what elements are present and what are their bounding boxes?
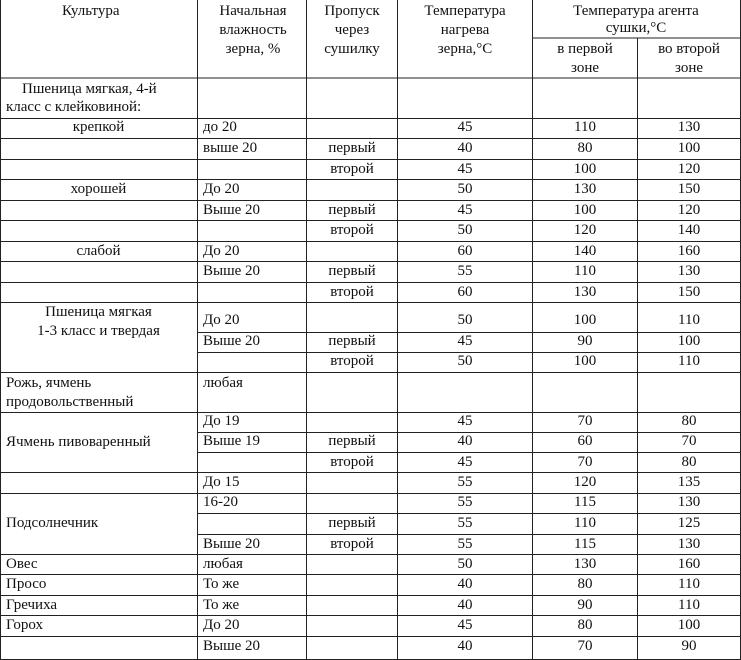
cell-grain: 55 (457, 263, 473, 279)
cell-grain: 55 (457, 494, 473, 510)
group-sunflower: Подсолнечник (6, 515, 99, 531)
cell-grain: 50 (457, 181, 473, 197)
header-crop: Культура (62, 3, 120, 19)
cell-moisture: Выше 20 (203, 333, 261, 349)
cell-crop: хорошей (70, 181, 127, 197)
cell-z1: 130 (573, 556, 597, 572)
cell-pass: второй (330, 222, 374, 238)
cell-pass: второй (330, 454, 374, 470)
cell-z1: 80 (577, 140, 593, 156)
cell-z1: 130 (573, 284, 597, 300)
cell-moisture: До 15 (203, 474, 240, 490)
header-zone2-line-1: во второй (658, 41, 720, 57)
group-wheat-1-3-line-1: Пшеница мягкая (45, 304, 152, 320)
cell-z1: 70 (577, 638, 593, 654)
cell-moisture: Выше 20 (203, 638, 261, 654)
cell-z2: 110 (678, 576, 700, 592)
cell-crop: крепкой (72, 119, 125, 135)
cell-grain: 40 (457, 576, 473, 592)
cell-z1: 140 (573, 243, 597, 259)
cell-z2: 70 (681, 433, 697, 449)
cell-grain: 40 (457, 638, 473, 654)
cell-grain: 40 (457, 597, 473, 613)
cell-moisture: Выше 19 (203, 433, 261, 449)
header-pass-line-3: сушилку (324, 41, 380, 57)
cell-z2: 130 (677, 263, 701, 279)
header-grain-temp-line-3: зерна,°С (437, 41, 493, 57)
header-zone2-line-2: зоне (674, 60, 704, 76)
cell-pass: второй (330, 353, 374, 369)
cell-z2: 150 (677, 284, 701, 300)
cell-z2: 150 (677, 181, 701, 197)
cell-moisture: То же (203, 576, 240, 592)
group-wheat-1-3-line-2: 1-3 класс и твердая (37, 323, 160, 339)
cell-z1: 110 (574, 119, 596, 135)
cell-z2: 100 (677, 333, 701, 349)
cell-z1: 110 (574, 515, 596, 531)
header-moisture-line-1: Начальная (219, 3, 287, 19)
group-wheat-4-line-2: класс с клейковиной: (6, 99, 142, 115)
cell-z2: 120 (677, 202, 701, 218)
cell-z1: 130 (573, 181, 597, 197)
group-rye-line-1: Рожь, ячмень (6, 375, 92, 391)
cell-crop: слабой (76, 243, 121, 259)
cell-grain: 55 (457, 536, 473, 552)
cell-z2: 80 (681, 454, 697, 470)
cell-grain: 45 (457, 161, 473, 177)
group-rye-line-2: продовольственный (6, 394, 134, 410)
cell-grain: 40 (457, 140, 473, 156)
cell-z1: 100 (573, 353, 597, 369)
cell-z1: 80 (577, 576, 593, 592)
cell-moisture: До 20 (203, 243, 240, 259)
cell-moisture: До 19 (203, 413, 240, 429)
group-barley: Ячмень пивоваренный (6, 434, 151, 450)
cell-moisture: Выше 20 (203, 536, 261, 552)
cell-pass: первый (328, 433, 376, 449)
cell-moisture: До 20 (203, 312, 240, 328)
cell-z1: 90 (577, 597, 593, 613)
header-zone1-line-1: в первой (557, 41, 613, 57)
cell-pass: первый (328, 263, 376, 279)
cell-moisture: Выше 20 (203, 202, 261, 218)
header-agent-temp-line-1: Температура агента (573, 3, 699, 19)
header-pass-line-1: Пропуск (324, 3, 380, 19)
cell-z2: 140 (677, 222, 701, 238)
cell-grain: 45 (457, 202, 473, 218)
cell-z2: 135 (677, 474, 701, 490)
cell-grain: 50 (457, 312, 473, 328)
cell-z1: 120 (573, 474, 597, 490)
cell-pass: первый (328, 202, 376, 218)
cell-pass: второй (330, 536, 374, 552)
cell-grain: 55 (457, 515, 473, 531)
cell-moisture: До 20 (203, 181, 240, 197)
cell-z2: 100 (677, 617, 701, 633)
cell-moisture: 16-20 (203, 494, 238, 510)
cell-z2: 80 (681, 413, 697, 429)
cell-pass: первый (328, 333, 376, 349)
cell-z2: 125 (677, 515, 701, 531)
cell-crop: Просо (6, 576, 47, 592)
cell-pass: второй (330, 284, 374, 300)
cell-z1: 60 (577, 433, 593, 449)
cell-pass: второй (330, 161, 374, 177)
cell-moisture: Выше 20 (203, 263, 261, 279)
cell-grain: 45 (457, 333, 473, 349)
cell-pass: первый (328, 140, 376, 156)
cell-grain: 45 (457, 413, 473, 429)
cell-grain: 45 (457, 454, 473, 470)
cell-z1: 90 (577, 333, 593, 349)
header-moisture-line-2: влажность (219, 22, 287, 38)
cell-crop: Овес (6, 556, 38, 572)
cell-z1: 70 (577, 413, 593, 429)
cell-moisture: До 20 (203, 617, 240, 633)
cell-z2: 110 (678, 353, 700, 369)
cell-grain: 55 (457, 474, 473, 490)
cell-moisture: любая (203, 556, 243, 572)
cell-moisture: любая (203, 375, 243, 391)
cell-z1: 115 (574, 494, 596, 510)
cell-z2: 100 (677, 140, 701, 156)
cell-z1: 120 (573, 222, 597, 238)
cell-grain: 40 (457, 433, 473, 449)
cell-z2: 130 (677, 494, 701, 510)
cell-pass: первый (328, 515, 376, 531)
cell-z2: 160 (677, 556, 701, 572)
cell-grain: 50 (457, 353, 473, 369)
cell-z1: 110 (574, 263, 596, 279)
header-pass-line-2: через (334, 22, 370, 38)
cell-grain: 60 (457, 284, 473, 300)
cell-z2: 110 (678, 597, 700, 613)
cell-grain: 60 (457, 243, 473, 259)
cell-grain: 45 (457, 119, 473, 135)
cell-moisture: выше 20 (203, 140, 258, 156)
header-agent-temp-line-2: сушки,°С (605, 20, 667, 36)
cell-z2: 130 (677, 119, 701, 135)
header-zone1-line-2: зоне (570, 60, 600, 76)
cell-grain: 45 (457, 617, 473, 633)
header-grain-temp-line-1: Температура (424, 3, 506, 19)
cell-z1: 100 (573, 202, 597, 218)
cell-moisture: до 20 (203, 119, 237, 135)
header-moisture-line-3: зерна, % (225, 41, 281, 57)
cell-z1: 100 (573, 161, 597, 177)
cell-z2: 110 (678, 312, 700, 328)
cell-crop: Горох (6, 617, 43, 633)
cell-z2: 160 (677, 243, 701, 259)
cell-crop: Гречиха (6, 597, 58, 613)
cell-grain: 50 (457, 222, 473, 238)
cell-z1: 115 (574, 536, 596, 552)
cell-moisture: То же (203, 597, 240, 613)
cell-z2: 90 (681, 638, 697, 654)
header-grain-temp-line-2: нагрева (440, 22, 490, 38)
cell-z1: 80 (577, 617, 593, 633)
cell-grain: 50 (457, 556, 473, 572)
cell-z1: 70 (577, 454, 593, 470)
cell-z2: 120 (677, 161, 701, 177)
cell-z1: 100 (573, 312, 597, 328)
cell-z2: 130 (677, 536, 701, 552)
group-wheat-4-line-1: Пшеница мягкая, 4-й (22, 81, 157, 97)
